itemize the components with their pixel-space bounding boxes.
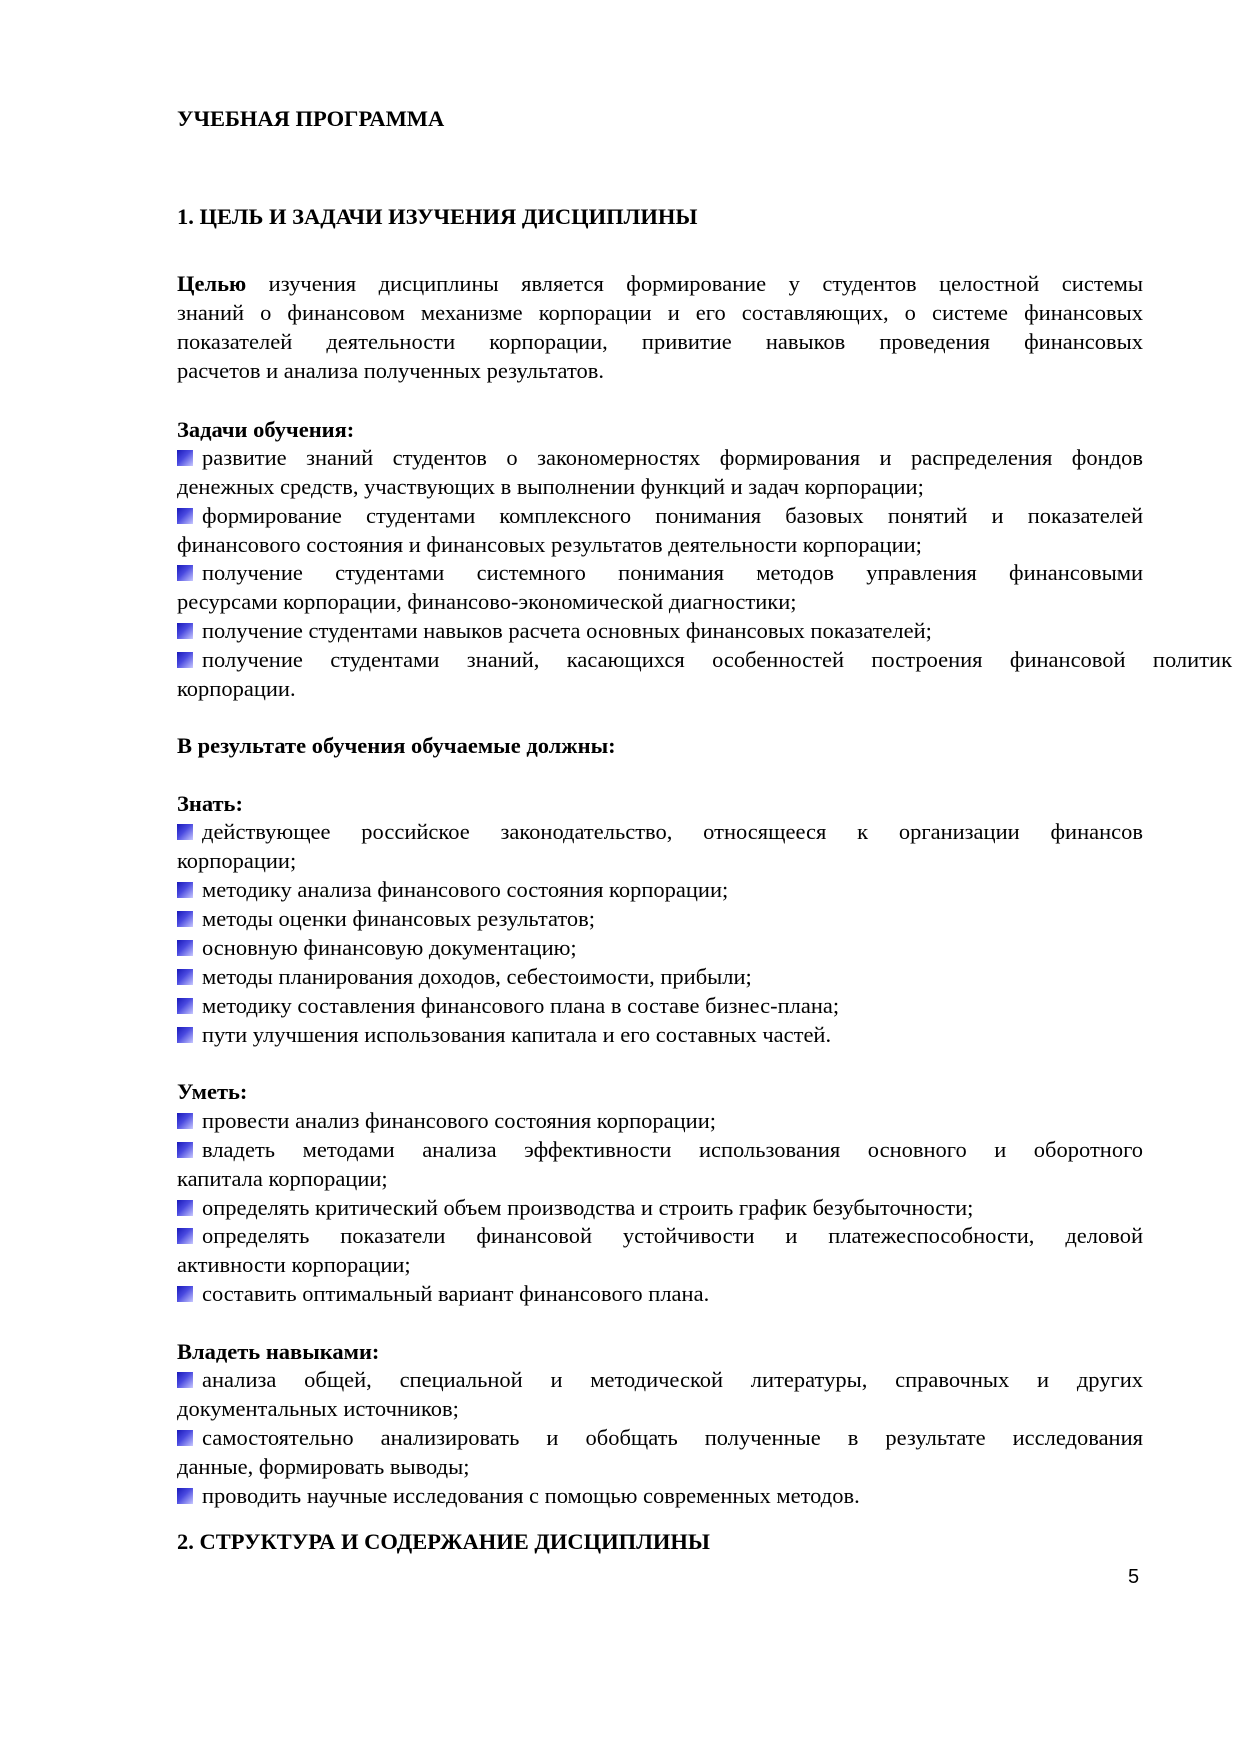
list-item-continuation: капитала корпорации; [177, 1166, 388, 1191]
list-item-continuation: корпорации; [177, 848, 297, 873]
list-item: самостоятельно анализировать и обобщать полученные в результате исследования [177, 1423, 1143, 1452]
square-bullet-icon [177, 940, 193, 956]
list-item: основную финансовую документацию; [177, 933, 577, 962]
list-item-continuation: данные, формировать выводы; [177, 1454, 470, 1479]
goal-line-1: Целью изучения дисциплины является формирование у студентов целостной системы [177, 271, 1143, 296]
goal-bold-label: Целью [177, 271, 247, 296]
result-heading: В результате обучения обучаемые должны: [177, 733, 616, 758]
list-item: владеть методами анализа эффективности использования основного и оборотного [177, 1135, 1143, 1164]
square-bullet-icon [177, 911, 193, 927]
list-item: определять критический объем производства и строить график безубыточности; [177, 1193, 973, 1222]
square-bullet-icon [177, 1372, 193, 1388]
list-item: определять показатели финансовой устойчивости и платежеспособности, деловой [177, 1221, 1143, 1250]
tasks-heading: Задачи обучения: [177, 417, 355, 442]
square-bullet-icon [177, 1200, 193, 1216]
section-1-heading: 1. ЦЕЛЬ И ЗАДАЧИ ИЗУЧЕНИЯ ДИСЦИПЛИНЫ [177, 204, 698, 229]
list-item: методику анализа финансового состояния корпорации; [177, 875, 728, 904]
square-bullet-icon [177, 565, 193, 581]
able-heading: Уметь: [177, 1079, 248, 1104]
list-item: анализа общей, специальной и методической литературы, справочных и других [177, 1365, 1143, 1394]
square-bullet-icon [177, 1027, 193, 1043]
list-item: пути улучшения использования капитала и его составных частей. [177, 1020, 831, 1049]
square-bullet-icon [177, 652, 193, 668]
goal-line-2: знаний о финансовом механизме корпорации и его составляющих, о системе финансовых [177, 300, 1143, 325]
list-item-continuation: финансового состояния и финансовых результатов деятельности корпорации; [177, 532, 922, 557]
section-2-heading: 2. СТРУКТУРА И СОДЕРЖАНИЕ ДИСЦИПЛИНЫ [177, 1529, 710, 1554]
list-item: составить оптимальный вариант финансового плана. [177, 1279, 709, 1308]
list-item: провести анализ финансового состояния корпорации; [177, 1106, 716, 1135]
page-number: 5 [1128, 1566, 1140, 1588]
list-item: получение студентами знаний, касающихся особенностей построения финансовой политик [177, 645, 1232, 674]
square-bullet-icon [177, 824, 193, 840]
list-item-continuation: ресурсами корпорации, финансово-экономической диагностики; [177, 589, 797, 614]
list-item-continuation: корпорации. [177, 676, 296, 701]
goal-line-4: расчетов и анализа полученных результатов. [177, 358, 604, 383]
list-item-continuation: денежных средств, участвующих в выполнении функций и задач корпорации; [177, 474, 924, 499]
square-bullet-icon [177, 998, 193, 1014]
list-item: методы планирования доходов, себестоимости, прибыли; [177, 962, 752, 991]
square-bullet-icon [177, 1228, 193, 1244]
square-bullet-icon [177, 1142, 193, 1158]
square-bullet-icon [177, 1286, 193, 1302]
square-bullet-icon [177, 882, 193, 898]
square-bullet-icon [177, 450, 193, 466]
list-item: проводить научные исследования с помощью современных методов. [177, 1481, 860, 1510]
list-item: методы оценки финансовых результатов; [177, 904, 595, 933]
skills-heading: Владеть навыками: [177, 1339, 380, 1364]
square-bullet-icon [177, 623, 193, 639]
list-item: получение студентами навыков расчета основных финансовых показателей; [177, 616, 932, 645]
square-bullet-icon [177, 1430, 193, 1446]
square-bullet-icon [177, 1488, 193, 1504]
document-title: УЧЕБНАЯ ПРОГРАММА [177, 106, 445, 131]
list-item: методику составления финансового плана в составе бизнес-плана; [177, 991, 839, 1020]
list-item: действующее российское законодательство, относящееся к организации финансов [177, 817, 1143, 846]
square-bullet-icon [177, 969, 193, 985]
square-bullet-icon [177, 508, 193, 524]
list-item: развитие знаний студентов о закономерностях формирования и распределения фондов [177, 443, 1143, 472]
goal-line-3: показателей деятельности корпорации, привитие навыков проведения финансовых [177, 329, 1143, 354]
list-item: формирование студентами комплексного понимания базовых понятий и показателей [177, 501, 1143, 530]
list-item-continuation: документальных источников; [177, 1396, 459, 1421]
list-item-continuation: активности корпорации; [177, 1252, 411, 1277]
square-bullet-icon [177, 1113, 193, 1129]
list-item: получение студентами системного понимания методов управления финансовыми [177, 558, 1143, 587]
know-heading: Знать: [177, 791, 243, 816]
